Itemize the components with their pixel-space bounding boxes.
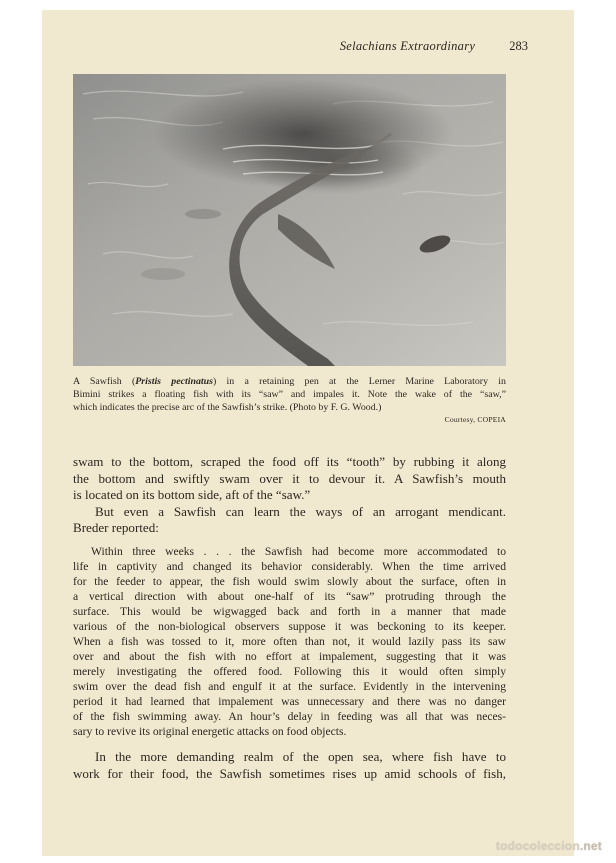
body-paragraph-1 bbox=[73, 454, 506, 537]
quote-line: of the fish swimming away. An hour’s delay in feeding was all that was neces- bbox=[73, 710, 506, 724]
quote-line: sary to revive its original energetic attacks on food objects. bbox=[73, 725, 347, 739]
quote-line: period it had learned that impalement was unnecessary and there was no danger bbox=[73, 695, 506, 709]
page-number: 283 bbox=[509, 39, 528, 53]
running-title: Selachians Extraordinary bbox=[339, 39, 476, 53]
quote-line: When a fish was tossed to it, more often than not, it would lazily pass its saw bbox=[73, 635, 506, 649]
caption-line-1: A Sawfish (Pristis pectinatus) in a retaining pen at the Lerner Marine Laboratory in bbox=[73, 376, 506, 387]
quote-line: life in captivity and changed its behavior considerably. When the time arrived bbox=[73, 560, 506, 574]
quote-line: a vertical direction with about one-half of its “saw” protruding through the bbox=[73, 590, 506, 604]
sawfish-photo bbox=[73, 74, 506, 366]
quote-line: over and about the fish with no effort at impalement, suggesting that it was bbox=[73, 650, 506, 664]
text-line: swam to the bottom, scraped the food off its “tooth” by rubbing it along bbox=[73, 454, 506, 469]
caption-line-3: which indicates the precise arc of the Sawfish’s strike. (Photo by F. G. Wood.) bbox=[73, 402, 382, 414]
text-line: is located on its bottom side, aft of the “saw.” bbox=[73, 487, 311, 503]
text-line: work for their food, the Sawfish sometimes rises up amid schools of fish, bbox=[73, 765, 506, 781]
quote-line: swim over the dead fish and engulf it at the surface. Evidently in the intervening bbox=[73, 680, 506, 694]
quote-line: Within three weeks . . . the Sawfish had become more accommodated to bbox=[91, 545, 506, 558]
running-header bbox=[340, 39, 528, 54]
quote-line: various of the non-biological observers suppose it was beckoning to its keeper. bbox=[73, 620, 506, 634]
book-page bbox=[42, 10, 574, 856]
text-line: But even a Sawfish can learn the ways of an arrogant mendicant. bbox=[95, 503, 506, 519]
figure-caption bbox=[73, 375, 506, 425]
text-line: In the more demanding realm of the open sea, where fish have to bbox=[95, 749, 506, 764]
quote-line: surface. This would be wigwagged back and forth in a manner that made bbox=[73, 605, 506, 619]
watermark: todocoleccion.net bbox=[495, 839, 602, 853]
caption-line-2: Bimini strikes a floating fish with its “saw” and impales it. Note the wake of the “saw,” bbox=[73, 389, 506, 401]
text-line: Breder reported: bbox=[73, 520, 159, 536]
body-paragraph-2 bbox=[73, 749, 506, 782]
quote-line: for the feeder to appear, the fish would swim slowly about the surface, often in bbox=[73, 575, 506, 589]
quote-line: merely investigating the offered food. Following this it would often simply bbox=[73, 665, 506, 679]
species-name: Pristis pectinatus bbox=[135, 376, 213, 387]
text-line: the bottom and swiftly swam over it to devour it. A Sawfish’s mouth bbox=[73, 470, 506, 486]
breder-quote bbox=[73, 544, 506, 739]
photo-courtesy: Courtesy, COPEIA bbox=[444, 415, 506, 425]
